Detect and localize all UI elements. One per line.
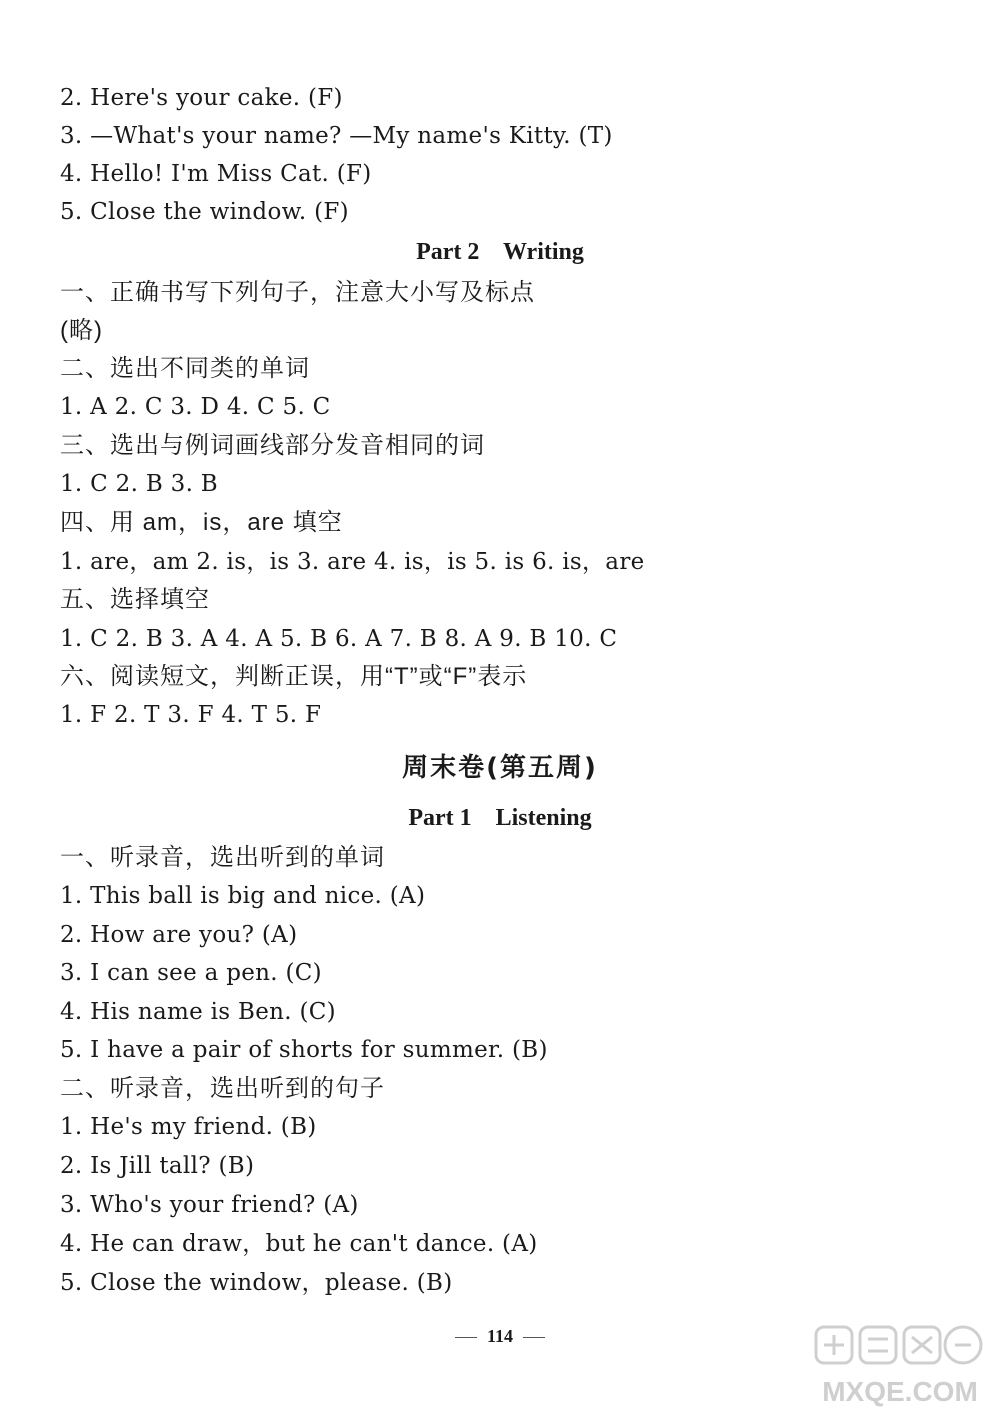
answer-line: 4. He can draw，but he can't dance. (A)	[60, 1231, 538, 1257]
section-heading: 六、阅读短文，判断正误，用“T”或“F”表示	[60, 663, 528, 690]
part-1-heading: Part 1 Listening	[408, 805, 592, 831]
answer-line: 1. C 2. B 3. B	[60, 471, 218, 497]
watermark-logo-icon	[810, 1321, 990, 1416]
answer-line: 5. I have a pair of shorts for summer. (B)	[60, 1037, 548, 1063]
answer-line: 3. Who's your friend? (A)	[60, 1192, 359, 1218]
section-heading: 五、选择填空	[60, 586, 210, 613]
page-number-dash	[455, 1337, 477, 1338]
answer-line: 1. He's my friend. (B)	[60, 1114, 317, 1140]
answer-line: 1. A 2. C 3. D 4. C 5. C	[60, 394, 331, 420]
section-heading: 一、听录音，选出听到的单词	[60, 844, 385, 871]
answer-line: 1. F 2. T 3. F 4. T 5. F	[60, 702, 322, 728]
answer-line: 4. Hello! I'm Miss Cat. (F)	[60, 161, 372, 187]
answer-line: 5. Close the window，please. (B)	[60, 1270, 453, 1296]
section-heading: 二、听录音，选出听到的句子	[60, 1075, 385, 1102]
answer-line: 4. His name is Ben. (C)	[60, 999, 336, 1025]
section-heading: 三、选出与例词画线部分发音相同的词	[60, 432, 485, 459]
section-heading: 二、选出不同类的单词	[60, 355, 310, 382]
answer-line: 2. How are you? (A)	[60, 922, 298, 948]
answer-line: 3. —What's your name? —My name's Kitty. (T)	[60, 123, 613, 149]
section-heading: 四、用 am，is，are 填空	[60, 509, 343, 536]
answer-line: (略)	[60, 317, 103, 344]
answer-line: 5. Close the window. (F)	[60, 199, 349, 225]
section-heading: 一、正确书写下列句子，注意大小写及标点	[60, 279, 535, 306]
answer-line: 1. C 2. B 3. A 4. A 5. B 6. A 7. B 8. A 9. B 10. C	[60, 626, 618, 652]
answer-line: 2. Here's your cake. (F)	[60, 85, 343, 111]
answer-line: 1. are，am 2. is，is 3. are 4. is，is 5. is 6. is，are	[60, 549, 645, 575]
page-number-text: 114	[486, 1326, 513, 1346]
page-number-dash	[523, 1337, 545, 1338]
part-2-heading: Part 2 Writing	[416, 239, 584, 265]
answer-line: 2. Is Jill tall? (B)	[60, 1153, 255, 1179]
answer-line: 3. I can see a pen. (C)	[60, 960, 322, 986]
section-title: 周末卷(第五周)	[402, 753, 598, 783]
watermark-text: MXQE.COM	[822, 1376, 978, 1407]
answer-line: 1. This ball is big and nice. (A)	[60, 883, 426, 909]
